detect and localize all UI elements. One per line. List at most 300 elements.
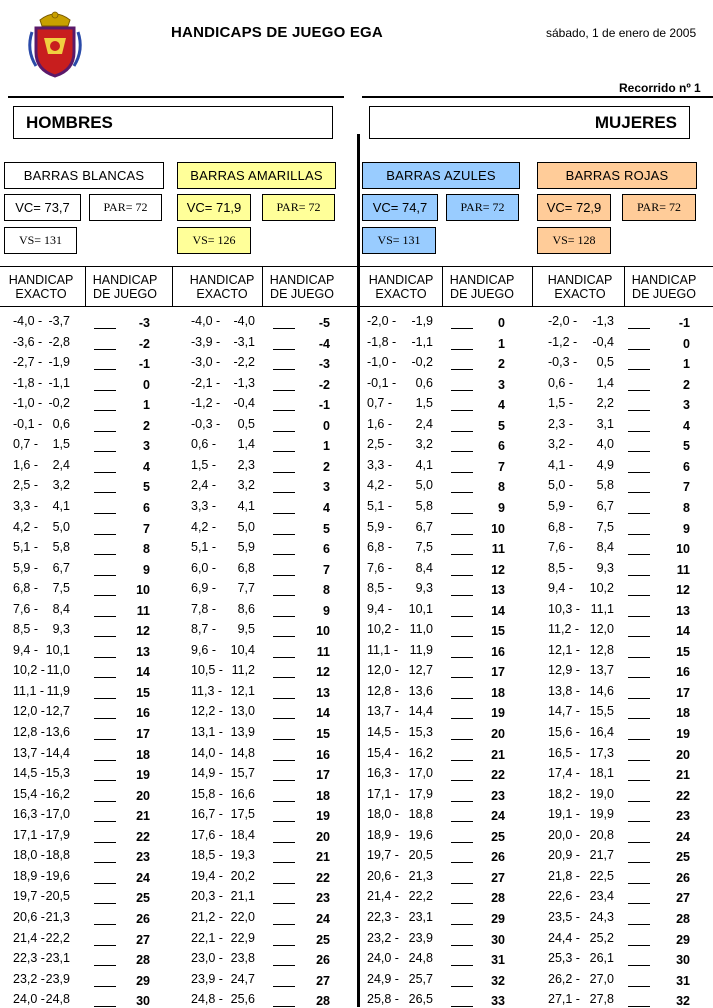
exact-range-cell [548,581,614,595]
game-handicap-cell: 7 [683,480,690,495]
col-separator-amarillas [262,266,263,306]
range-from: 5,9 - [13,560,39,575]
range-to: 2,3 [237,457,255,472]
range-from: 0,6 - [548,375,574,390]
game-handicap-cell: 12 [491,562,505,577]
leader-dash [94,739,116,740]
game-handicap-cell: 21 [136,809,150,824]
leader-dash [273,451,295,452]
col-header-juego-azules [446,273,518,301]
game-handicap-cell: 27 [491,870,505,885]
range-to: 12,1 [230,683,255,698]
exact-range-cell [191,931,255,945]
leader-dash [94,492,116,493]
col-separator-azules [442,266,443,306]
game-handicap-cell: 18 [316,788,330,803]
leader-dash [628,903,650,904]
range-to: 10,4 [230,642,255,657]
exact-range-cell [548,972,614,986]
range-from: 18,9 - [13,868,45,883]
range-from: 17,6 - [191,827,223,842]
leader-dash [628,575,650,576]
leader-dash [273,801,295,802]
exact-range-cell [191,478,255,492]
range-from: 20,9 - [548,848,580,863]
leader-dash [273,472,295,473]
leader-dash [451,698,473,699]
exact-range-cell [191,499,255,513]
range-from: -2,1 - [191,375,221,390]
range-from: 12,8 - [13,725,45,739]
leader-dash [273,924,295,925]
leader-dash [273,328,295,329]
range-to: 19,0 [589,786,614,801]
game-handicap-cell: 0 [323,418,330,433]
range-from: -1,8 - [13,375,43,390]
range-to: 0,5 [596,355,614,370]
range-from: 24,9 - [367,971,399,986]
exact-range-cell [548,889,614,903]
range-from: 14,7 - [548,704,580,719]
range-from: 26,2 - [548,971,580,986]
game-handicap-cell: 19 [676,727,690,741]
range-to: 15,7 [230,766,255,781]
range-from: 11,2 - [548,622,580,637]
range-from: 8,5 - [548,560,574,575]
range-to: 12,0 [589,622,614,637]
section-mujeres: MUJERES [369,106,690,139]
leader-dash [94,924,116,925]
game-handicap-cell: 5 [498,418,505,433]
exact-range-cell [13,478,70,492]
exact-range-cell [367,643,433,657]
leader-dash [628,698,650,699]
leader-dash [628,636,650,637]
game-handicap-cell: 10 [136,583,150,598]
exact-range-cell [367,499,433,513]
range-to: 2,4 [415,416,433,431]
vs-value-amarillas: VS= 126 [177,227,251,254]
leader-dash [451,677,473,678]
game-handicap-cell: 11 [136,603,150,618]
game-handicap-cell: 21 [316,850,330,865]
game-handicap-cell: 6 [683,459,690,474]
col-header-line: HANDICAP [631,273,697,287]
range-from: 14,5 - [367,725,399,739]
game-handicap-cell: 8 [143,542,150,557]
leader-dash [628,760,650,761]
exact-range-cell [13,622,70,636]
leader-dash [451,924,473,925]
col-header-exacto-rojas [541,273,619,301]
range-to: 8,4 [415,560,433,575]
game-handicap-cell: 5 [683,439,690,454]
range-from: 5,9 - [548,498,574,513]
tee-name-amarillas: BARRAS AMARILLAS [177,162,336,189]
leader-dash [451,718,473,719]
range-to: 12,7 [408,663,433,678]
exact-range-cell [367,787,433,801]
range-to: 14,6 [589,683,614,698]
game-handicap-cell: 29 [676,932,690,947]
range-from: 2,5 - [367,437,393,452]
range-from: 16,3 - [367,766,399,781]
leader-dash [451,986,473,987]
range-to: 10,1 [45,642,70,657]
exact-range-cell [548,314,614,328]
exact-range-cell [13,376,70,390]
game-handicap-cell: 7 [323,562,330,577]
leader-dash [451,328,473,329]
exact-range-cell [191,602,255,616]
game-handicap-cell: 16 [136,706,150,721]
game-handicap-cell: 22 [676,788,690,803]
range-to: 11,0 [409,622,433,637]
exact-range-cell [367,581,433,595]
range-to: -0,4 [592,334,614,349]
leader-dash [94,842,116,843]
range-to: 24,8 [408,951,433,966]
game-handicap-cell: 9 [323,603,330,618]
leader-dash [628,657,650,658]
game-handicap-cell: 21 [491,747,505,762]
game-handicap-cell: 12 [316,665,330,680]
game-handicap-cell: 26 [316,953,330,968]
game-handicap-cell: 2 [498,357,505,372]
par-value-blancas: PAR= 72 [89,194,162,221]
vc-value-azules: VC= 74,7 [362,194,438,221]
range-from: 22,3 - [367,909,399,924]
exact-range-cell [367,417,433,431]
exact-range-cell [191,540,255,554]
col-header-line: HANDICAP [547,273,613,287]
leader-dash [94,862,116,863]
range-from: 12,2 - [191,704,223,719]
game-handicap-cell: 20 [136,788,150,803]
range-from: 12,0 - [367,663,399,678]
exact-range-cell [367,869,433,883]
game-handicap-cell: -2 [318,377,330,392]
leader-dash [628,801,650,802]
game-handicap-cell: 28 [491,891,505,906]
range-to: 8,6 [237,601,255,616]
range-to: 6,7 [415,519,433,534]
exact-range-cell [367,663,433,677]
col-header-line: DE JUEGO [270,287,334,301]
leader-dash [94,451,116,452]
range-to: 27,8 [589,992,614,1007]
leader-dash [628,431,650,432]
game-handicap-cell: 2 [323,459,330,474]
range-from: 3,3 - [367,457,393,472]
exact-range-cell [548,602,614,616]
game-handicap-cell: 5 [143,480,150,495]
exact-range-cell [13,499,70,513]
range-to: 19,3 [230,848,255,863]
exact-range-cell [191,766,255,780]
game-handicap-cell: 10 [491,521,505,536]
game-handicap-cell: 8 [498,480,505,495]
leader-dash [451,780,473,781]
exact-range-cell [191,561,255,575]
range-from: 7,6 - [13,601,39,616]
par-value-rojas: PAR= 72 [622,194,696,221]
leader-dash [273,616,295,617]
game-handicap-cell: 3 [143,439,150,454]
range-to: 23,1 [408,909,433,924]
range-to: 24,3 [589,909,614,924]
exact-range-cell [367,704,433,718]
exact-range-cell [191,889,255,903]
leader-dash [94,677,116,678]
leader-dash [628,780,650,781]
exact-range-cell [367,910,433,924]
range-from: 23,2 - [367,930,399,945]
range-to: 5,8 [415,498,433,513]
exact-range-cell [367,355,433,369]
exact-range-cell [13,355,70,369]
range-to: 5,0 [52,519,70,534]
leader-dash [451,492,473,493]
leader-dash [273,965,295,966]
range-to: 18,8 [408,807,433,822]
vs-value-rojas: VS= 128 [537,227,611,254]
exact-range-cell [367,766,433,780]
exact-range-cell [548,355,614,369]
range-from: 9,4 - [13,642,39,657]
exact-range-cell [191,376,255,390]
exact-range-cell [367,561,433,575]
range-from: 12,0 - [13,704,45,719]
range-to: 19,9 [589,807,614,822]
game-handicap-cell: 11 [316,644,330,659]
game-handicap-cell: 22 [316,870,330,885]
game-handicap-cell: 18 [136,747,150,762]
range-from: 24,4 - [548,930,580,945]
game-handicap-cell: 27 [676,891,690,906]
game-handicap-cell: 22 [136,829,150,844]
game-handicap-cell: 14 [136,665,150,680]
leader-dash [628,718,650,719]
leader-dash [451,369,473,370]
col-header-juego-rojas [628,273,700,301]
leader-dash [273,410,295,411]
exact-range-cell [548,910,614,924]
range-to: 22,9 [230,930,255,945]
leader-dash [94,513,116,514]
leader-dash [273,821,295,822]
exact-range-cell [13,663,70,677]
range-to: 26,5 [408,992,433,1007]
table-header-bottom-line [0,306,713,307]
exact-range-cell [191,848,255,862]
range-from: 23,9 - [191,971,223,986]
exact-range-cell [548,478,614,492]
leader-dash [451,760,473,761]
range-from: 24,0 - [13,992,45,1007]
range-from: 24,8 - [191,992,223,1007]
vc-value-blancas: VC= 73,7 [4,194,81,221]
game-handicap-cell: 14 [316,706,330,721]
game-handicap-cell: 25 [491,829,505,844]
range-from: 1,6 - [367,416,393,431]
game-handicap-cell: 19 [316,809,330,824]
leader-dash [273,842,295,843]
range-to: 25,2 [589,930,614,945]
range-from: -3,0 - [191,355,221,370]
range-from: 9,6 - [191,642,217,657]
leader-dash [94,328,116,329]
range-from: 18,9 - [367,827,399,842]
range-to: 3,2 [415,437,433,452]
exact-range-cell [13,396,70,410]
game-handicap-cell: 14 [491,603,505,618]
range-from: 23,0 - [191,951,223,966]
range-from: 22,1 - [191,930,223,945]
range-to: 23,4 [589,889,614,904]
vc-value-rojas: VC= 72,9 [537,194,611,221]
game-handicap-cell: 4 [498,398,505,413]
exact-range-cell [191,643,255,657]
game-handicap-cell: 0 [498,316,505,330]
range-to: 9,5 [237,622,255,637]
col-header-juego-amarillas [266,273,338,301]
range-from: 11,1 - [13,683,45,698]
leader-dash [451,801,473,802]
exact-range-cell [548,520,614,534]
range-from: 16,5 - [548,745,580,760]
range-from: 2,4 - [191,478,217,493]
range-from: 0,7 - [13,437,39,452]
game-handicap-cell: 24 [136,870,150,885]
table-header-top-line [0,266,713,267]
exact-range-cell [13,458,70,472]
range-from: -2,7 - [13,355,43,370]
exact-range-cell [13,602,70,616]
leader-dash [451,472,473,473]
leader-dash [94,718,116,719]
leader-dash [273,883,295,884]
game-handicap-cell: 0 [143,377,150,392]
range-from: -4,0 - [13,314,43,328]
col-header-line: EXACTO [196,287,248,301]
exact-range-cell [191,684,255,698]
exact-range-cell [191,396,255,410]
range-to: 19,6 [45,868,70,883]
exact-range-cell [367,622,433,636]
game-handicap-cell: 10 [316,624,330,639]
range-from: 15,8 - [191,786,223,801]
range-from: -0,3 - [548,355,578,370]
game-handicap-cell: 30 [676,953,690,968]
range-to: 3,2 [52,478,70,493]
game-handicap-cell: 17 [676,685,690,700]
game-handicap-cell: 31 [676,973,690,988]
game-handicap-cell: 33 [491,994,505,1008]
exact-range-cell [548,704,614,718]
exact-range-cell [548,931,614,945]
range-to: 16,6 [230,786,255,801]
leader-dash [628,677,650,678]
game-handicap-cell: 1 [323,439,330,454]
range-to: -1,9 [411,314,433,328]
leader-dash [94,369,116,370]
range-to: 25,7 [408,971,433,986]
range-from: 21,4 - [13,930,45,945]
range-to: -3,7 [48,314,70,328]
game-handicap-cell: 6 [143,500,150,515]
range-to: 6,8 [237,560,255,575]
divider-mujeres [362,96,713,98]
exact-range-cell [548,828,614,842]
game-handicap-cell: -4 [318,336,330,351]
range-to: 26,1 [589,951,614,966]
exact-range-cell [367,376,433,390]
game-handicap-cell: 31 [491,953,505,968]
leader-dash [628,451,650,452]
exact-range-cell [548,746,614,760]
exact-range-cell [191,704,255,718]
divider-hombres [8,96,344,98]
leader-dash [94,903,116,904]
range-to: -1,3 [233,375,255,390]
leader-dash [451,821,473,822]
exact-range-cell [367,396,433,410]
game-handicap-cell: 13 [316,685,330,700]
game-handicap-cell: 20 [316,829,330,844]
range-from: 8,5 - [367,581,393,596]
exact-range-cell [367,951,433,965]
game-handicap-cell: 16 [491,644,505,659]
leader-dash [628,513,650,514]
game-handicap-cell: 8 [323,583,330,598]
range-from: 11,1 - [367,642,399,657]
range-to: 0,5 [237,416,255,431]
range-from: -3,9 - [191,334,221,349]
range-to: 13,0 [230,704,255,719]
game-handicap-cell: 13 [676,603,690,618]
leader-dash [273,657,295,658]
game-handicap-cell: 25 [136,891,150,906]
game-handicap-cell: 28 [136,953,150,968]
exact-range-cell [13,787,70,801]
range-from: -1,2 - [191,396,221,411]
range-to: 10,2 [589,581,614,596]
leader-dash [273,636,295,637]
range-from: 10,2 - [367,622,399,637]
exact-range-cell [548,807,614,821]
game-handicap-cell: -5 [318,316,330,330]
range-to: 13,7 [589,663,614,678]
game-handicap-cell: 5 [323,521,330,536]
range-to: 24,8 [45,992,70,1007]
exact-range-cell [13,437,70,451]
range-from: -2,0 - [548,314,578,328]
range-to: 12,7 [45,704,70,719]
range-from: 16,7 - [191,807,223,822]
exact-range-cell [191,807,255,821]
col-header-line: EXACTO [375,287,427,301]
game-handicap-cell: 18 [676,706,690,721]
exact-range-cell [191,458,255,472]
exact-range-cell [191,622,255,636]
range-from: 0,7 - [367,396,393,411]
exact-range-cell [13,335,70,349]
game-handicap-cell: 3 [498,377,505,392]
range-from: 15,4 - [13,786,45,801]
range-to: 3,2 [237,478,255,493]
exact-range-cell [13,869,70,883]
